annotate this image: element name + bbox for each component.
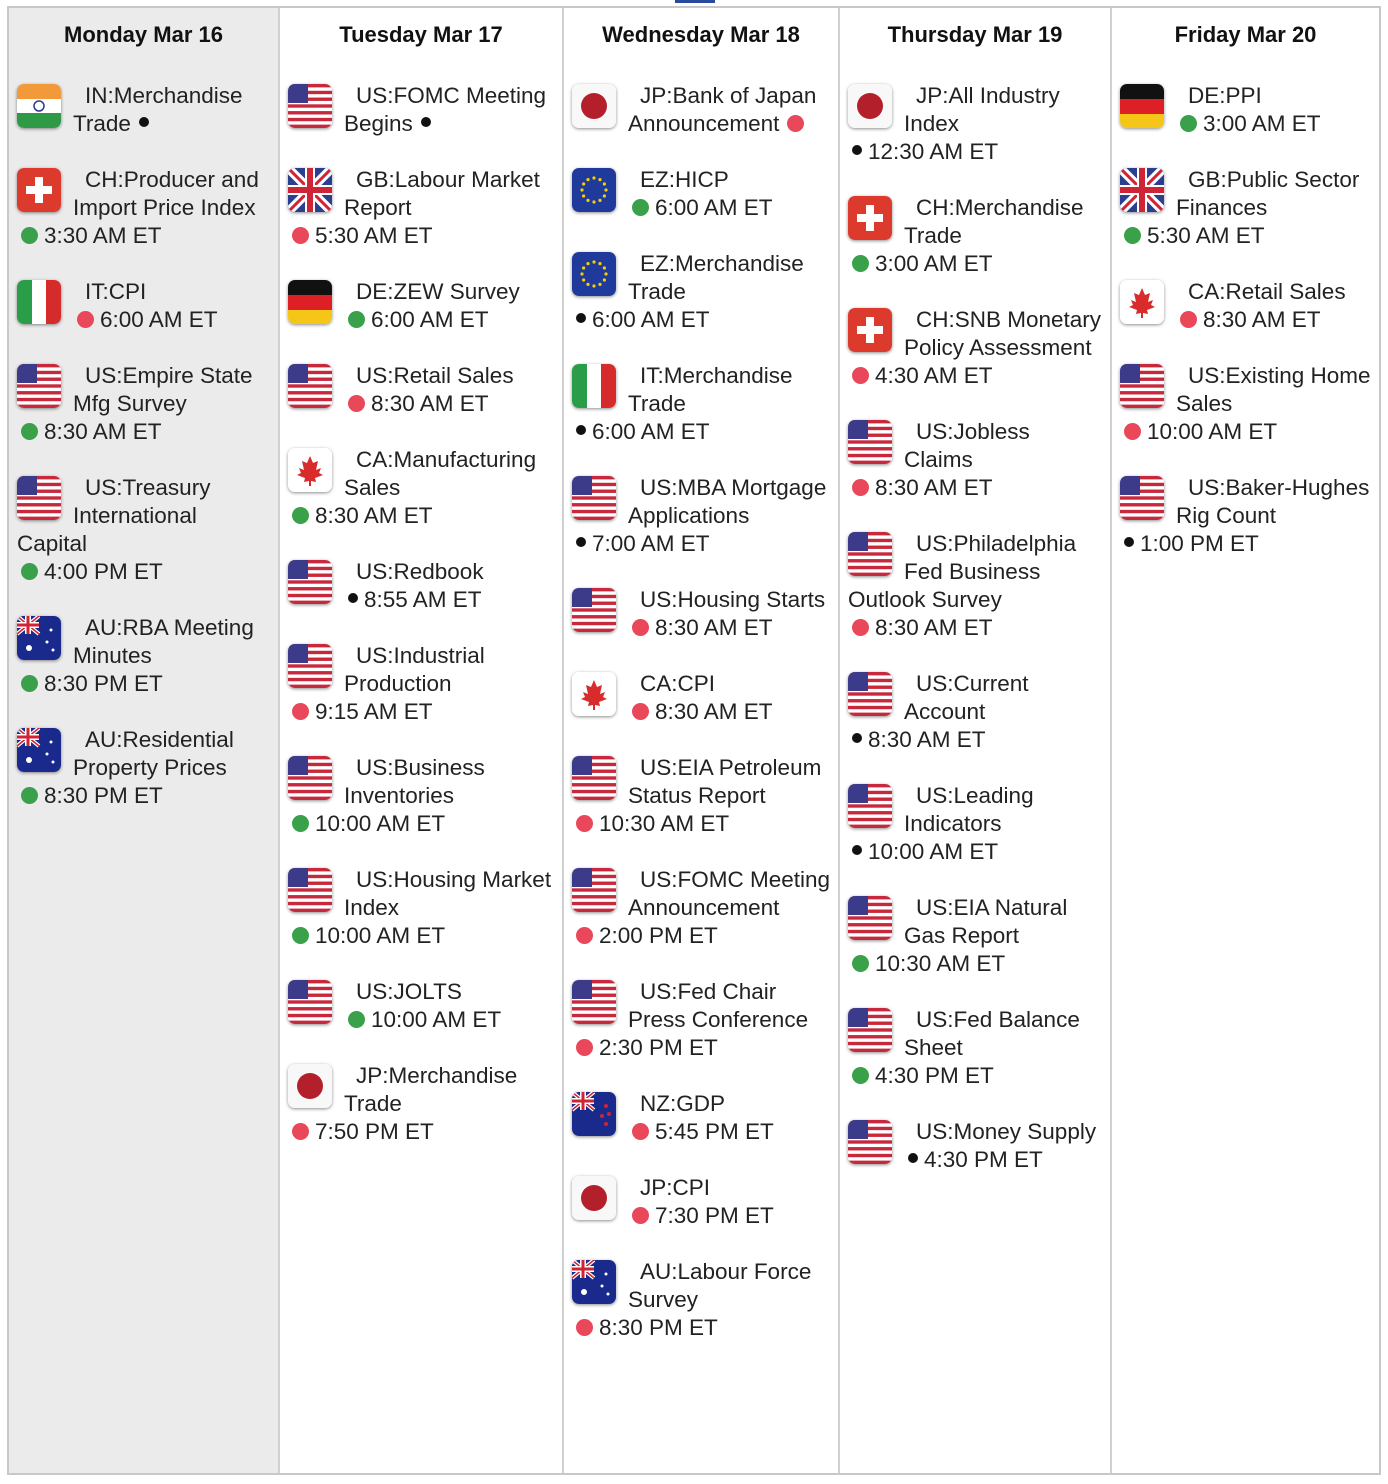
calendar-event[interactable]: [564, 474, 838, 558]
event-time: 9:15 AM ET: [315, 699, 433, 724]
day-column-friday: [1112, 8, 1379, 1473]
event-title[interactable]: US:Philadelphia Fed Business Outlook Survey: [848, 531, 1077, 612]
day-header: Tuesday Mar 17: [339, 22, 503, 47]
event-title[interactable]: IN:Merchandise Trade: [73, 83, 243, 136]
event-time: 12:30 AM ET: [868, 139, 999, 164]
importance-med-dot: [21, 787, 38, 804]
importance-high-dot: [77, 311, 94, 328]
event-title[interactable]: IT:Merchandise Trade: [628, 363, 793, 416]
event-title[interactable]: US:FOMC Meeting Begins: [344, 83, 547, 136]
event-title[interactable]: AU:Labour Force Survey: [628, 1259, 812, 1312]
importance-med-dot: [21, 423, 38, 440]
calendar-event[interactable]: [9, 362, 278, 446]
calendar-event[interactable]: [280, 166, 562, 250]
importance-med-dot: [852, 1067, 869, 1084]
calendar-event[interactable]: [564, 1174, 838, 1230]
importance-high-dot: [632, 1207, 649, 1224]
event-title[interactable]: US:Housing Market Index: [344, 867, 552, 920]
day-header: Friday Mar 20: [1174, 22, 1317, 47]
event-list: [564, 82, 838, 1342]
event-time: 3:00 AM ET: [875, 251, 993, 276]
importance-med-dot: [21, 675, 38, 692]
au-flag-icon: [17, 728, 61, 772]
calendar-event[interactable]: [280, 754, 562, 838]
calendar-event[interactable]: [9, 614, 278, 698]
us-flag-icon: [848, 784, 892, 828]
importance-high-dot: [787, 115, 804, 132]
us-flag-icon: [848, 1008, 892, 1052]
au-flag-icon: [572, 1260, 616, 1304]
de-flag-icon: [1120, 84, 1164, 128]
us-flag-icon: [848, 896, 892, 940]
calendar-event[interactable]: [1112, 362, 1379, 446]
us-flag-icon: [288, 84, 332, 128]
event-title[interactable]: CH:Producer and Import Price Index: [73, 167, 259, 220]
importance-med-dot: [1124, 227, 1141, 244]
event-title[interactable]: US:Current Account: [904, 671, 1029, 724]
importance-high-dot: [632, 703, 649, 720]
event-title[interactable]: GB:Public Sector Finances: [1176, 167, 1360, 220]
weekly-economic-calendar: [7, 6, 1381, 1475]
event-title[interactable]: EZ:Merchandise Trade: [628, 251, 804, 304]
event-title[interactable]: US:EIA Natural Gas Report: [904, 895, 1068, 948]
importance-high-dot: [292, 703, 309, 720]
us-flag-icon: [288, 644, 332, 688]
event-time: 10:30 AM ET: [875, 951, 1006, 976]
event-time: 4:00 PM ET: [44, 559, 163, 584]
event-list: [1112, 82, 1379, 558]
event-time: 1:00 PM ET: [1140, 531, 1259, 556]
calendar-event[interactable]: [840, 1006, 1110, 1090]
event-title[interactable]: US:EIA Petroleum Status Report: [628, 755, 822, 808]
calendar-event[interactable]: [564, 362, 838, 446]
ca-flag-icon: [572, 672, 616, 716]
ch-flag-icon: [848, 308, 892, 352]
importance-low-dot: [852, 845, 862, 855]
event-list: [840, 82, 1110, 1174]
event-time: 4:30 PM ET: [875, 1063, 994, 1088]
event-title[interactable]: US:MBA Mortgage Applications: [628, 475, 827, 528]
event-title[interactable]: US:Existing Home Sales: [1176, 363, 1371, 416]
calendar-event[interactable]: [9, 166, 278, 250]
calendar-event[interactable]: [840, 530, 1110, 642]
event-title[interactable]: DE:ZEW Survey: [356, 279, 520, 304]
calendar-event[interactable]: [280, 82, 562, 138]
event-title[interactable]: AU:RBA Meeting Minutes: [73, 615, 254, 668]
importance-low-dot: [852, 145, 862, 155]
event-title[interactable]: JP:CPI: [640, 1175, 711, 1200]
us-flag-icon: [848, 532, 892, 576]
calendar-event[interactable]: [840, 1118, 1110, 1174]
ch-flag-icon: [848, 196, 892, 240]
calendar-event[interactable]: [280, 866, 562, 950]
importance-low-dot: [348, 593, 358, 603]
event-title[interactable]: IT:CPI: [85, 279, 147, 304]
event-time: 8:30 AM ET: [655, 615, 773, 640]
event-time: 10:00 AM ET: [1147, 419, 1278, 444]
importance-low-dot: [852, 733, 862, 743]
gb-flag-icon: [288, 168, 332, 212]
event-time: 8:30 PM ET: [44, 783, 163, 808]
us-flag-icon: [288, 868, 332, 912]
event-time: 6:00 AM ET: [655, 195, 773, 220]
importance-low-dot: [421, 117, 431, 127]
importance-med-dot: [348, 1011, 365, 1028]
event-time: 8:30 AM ET: [655, 699, 773, 724]
event-title[interactable]: US:Housing Starts: [640, 587, 826, 612]
importance-high-dot: [292, 1123, 309, 1140]
event-time: 10:00 AM ET: [371, 1007, 502, 1032]
importance-high-dot: [632, 1123, 649, 1140]
calendar-event[interactable]: [840, 670, 1110, 754]
event-title[interactable]: CA:CPI: [640, 671, 716, 696]
event-title[interactable]: JP:All Industry Index: [904, 83, 1060, 136]
calendar-event[interactable]: [564, 670, 838, 726]
importance-med-dot: [21, 227, 38, 244]
importance-high-dot: [852, 619, 869, 636]
calendar-event[interactable]: [840, 894, 1110, 978]
calendar-event[interactable]: [564, 166, 838, 222]
event-time: 4:30 PM ET: [924, 1147, 1043, 1172]
calendar-event[interactable]: [280, 642, 562, 726]
importance-med-dot: [292, 507, 309, 524]
importance-med-dot: [852, 255, 869, 272]
calendar-event[interactable]: [564, 866, 838, 950]
event-time: 3:30 AM ET: [44, 223, 162, 248]
calendar-event[interactable]: [564, 586, 838, 642]
day-column-thursday: [840, 8, 1112, 1473]
calendar-event[interactable]: [1112, 474, 1379, 558]
us-flag-icon: [288, 364, 332, 408]
jp-flag-icon: [572, 84, 616, 128]
importance-high-dot: [576, 927, 593, 944]
event-time: 4:30 AM ET: [875, 363, 993, 388]
jp-flag-icon: [288, 1064, 332, 1108]
event-time: 6:00 AM ET: [371, 307, 489, 332]
calendar-event[interactable]: [280, 362, 562, 418]
us-flag-icon: [572, 756, 616, 800]
calendar-event[interactable]: [9, 278, 278, 334]
event-title[interactable]: CH:SNB Monetary Policy Assessment: [904, 307, 1102, 360]
top-tab-indicator: [675, 0, 715, 3]
event-title[interactable]: US:JOLTS: [356, 979, 462, 1004]
us-flag-icon: [1120, 364, 1164, 408]
us-flag-icon: [848, 672, 892, 716]
importance-med-dot: [21, 563, 38, 580]
au-flag-icon: [17, 616, 61, 660]
event-time: 8:30 AM ET: [44, 419, 162, 444]
calendar-event[interactable]: [9, 726, 278, 810]
event-time: 2:30 PM ET: [599, 1035, 718, 1060]
it-flag-icon: [17, 280, 61, 324]
importance-high-dot: [348, 395, 365, 412]
calendar-event[interactable]: [280, 1062, 562, 1146]
importance-low-dot: [576, 537, 586, 547]
ch-flag-icon: [17, 168, 61, 212]
de-flag-icon: [288, 280, 332, 324]
calendar-event[interactable]: [840, 782, 1110, 866]
event-time: 2:00 PM ET: [599, 923, 718, 948]
event-time: 8:30 AM ET: [371, 391, 489, 416]
importance-high-dot: [1124, 423, 1141, 440]
calendar-event[interactable]: [9, 474, 278, 586]
importance-high-dot: [292, 227, 309, 244]
event-time: 7:30 PM ET: [655, 1203, 774, 1228]
event-time: 8:30 AM ET: [315, 503, 433, 528]
importance-med-dot: [292, 927, 309, 944]
event-title[interactable]: JP:Bank of Japan Announcement: [628, 83, 817, 136]
importance-high-dot: [852, 367, 869, 384]
importance-med-dot: [292, 815, 309, 832]
event-time: 6:00 AM ET: [592, 419, 710, 444]
event-title[interactable]: US:Money Supply: [916, 1119, 1097, 1144]
event-time: 5:45 PM ET: [655, 1119, 774, 1144]
event-title[interactable]: AU:Residential Property Prices: [73, 727, 234, 780]
event-title[interactable]: US:FOMC Meeting Announcement: [628, 867, 831, 920]
event-title[interactable]: DE:PPI: [1188, 83, 1262, 108]
event-title[interactable]: NZ:GDP: [640, 1091, 726, 1116]
calendar-event[interactable]: [1112, 82, 1379, 138]
importance-low-dot: [139, 117, 149, 127]
importance-high-dot: [852, 479, 869, 496]
day-header: Wednesday Mar 18: [602, 22, 800, 47]
jp-flag-icon: [848, 84, 892, 128]
calendar-event[interactable]: [840, 82, 1110, 166]
importance-low-dot: [1124, 537, 1134, 547]
event-time: 10:00 AM ET: [315, 923, 446, 948]
day-column-tuesday: [280, 8, 564, 1473]
event-title[interactable]: US:Industrial Production: [344, 643, 485, 696]
calendar-event[interactable]: [840, 306, 1110, 390]
calendar-event[interactable]: [564, 82, 838, 138]
calendar-event[interactable]: [840, 194, 1110, 278]
event-time: 3:00 AM ET: [1203, 111, 1321, 136]
importance-med-dot: [632, 199, 649, 216]
importance-low-dot: [908, 1153, 918, 1163]
us-flag-icon: [572, 980, 616, 1024]
gb-flag-icon: [1120, 168, 1164, 212]
calendar-event[interactable]: [840, 418, 1110, 502]
day-column-wednesday: [564, 8, 840, 1473]
us-flag-icon: [1120, 476, 1164, 520]
us-flag-icon: [288, 756, 332, 800]
calendar-event[interactable]: [280, 446, 562, 530]
in-flag-icon: [17, 84, 61, 128]
event-time: 8:30 PM ET: [599, 1315, 718, 1340]
event-title[interactable]: CA:Manufacturing Sales: [344, 447, 537, 500]
us-flag-icon: [17, 476, 61, 520]
importance-low-dot: [576, 313, 586, 323]
event-time: 10:00 AM ET: [868, 839, 999, 864]
event-time: 7:00 AM ET: [592, 531, 710, 556]
eu-flag-icon: [572, 168, 616, 212]
us-flag-icon: [288, 980, 332, 1024]
event-title[interactable]: EZ:HICP: [640, 167, 729, 192]
calendar-event[interactable]: [564, 1258, 838, 1342]
event-title[interactable]: US:Fed Balance Sheet: [904, 1007, 1080, 1060]
calendar-event[interactable]: [280, 978, 562, 1034]
importance-high-dot: [632, 619, 649, 636]
calendar-event[interactable]: [564, 754, 838, 838]
us-flag-icon: [572, 868, 616, 912]
calendar-event[interactable]: [564, 978, 838, 1062]
day-header: Thursday Mar 19: [887, 22, 1063, 47]
importance-high-dot: [1180, 311, 1197, 328]
importance-high-dot: [576, 815, 593, 832]
event-title[interactable]: US:Empire State Mfg Survey: [73, 363, 253, 416]
event-title[interactable]: JP:Merchandise Trade: [344, 1063, 518, 1116]
event-title[interactable]: CH:Merchandise Trade: [904, 195, 1084, 248]
event-title[interactable]: US:Retail Sales: [356, 363, 514, 388]
calendar-event[interactable]: [280, 278, 562, 334]
event-time: 5:30 AM ET: [1147, 223, 1265, 248]
event-list: [280, 82, 562, 1146]
event-time: 6:00 AM ET: [100, 307, 218, 332]
event-time: 8:30 AM ET: [868, 727, 986, 752]
event-title[interactable]: US:Redbook: [356, 559, 484, 584]
importance-high-dot: [576, 1319, 593, 1336]
us-flag-icon: [848, 1120, 892, 1164]
jp-flag-icon: [572, 1176, 616, 1220]
calendar-event[interactable]: [1112, 166, 1379, 250]
us-flag-icon: [17, 364, 61, 408]
eu-flag-icon: [572, 252, 616, 296]
event-list: [9, 82, 278, 810]
us-flag-icon: [288, 560, 332, 604]
event-time: 8:30 AM ET: [1203, 307, 1321, 332]
day-column-monday: [9, 8, 280, 1473]
calendar-event[interactable]: [564, 250, 838, 334]
event-title[interactable]: US:Treasury International Capital: [17, 475, 211, 556]
calendar-event[interactable]: [564, 1090, 838, 1146]
importance-med-dot: [348, 311, 365, 328]
event-time: 10:00 AM ET: [315, 811, 446, 836]
calendar-event[interactable]: [280, 558, 562, 614]
event-title[interactable]: US:Business Inventories: [344, 755, 485, 808]
us-flag-icon: [572, 476, 616, 520]
event-time: 8:30 AM ET: [875, 615, 993, 640]
calendar-event[interactable]: [1112, 278, 1379, 334]
importance-med-dot: [1180, 115, 1197, 132]
importance-high-dot: [576, 1039, 593, 1056]
event-time: 8:55 AM ET: [364, 587, 482, 612]
us-flag-icon: [848, 420, 892, 464]
event-title[interactable]: US:Fed Chair Press Conference: [628, 979, 809, 1032]
event-title[interactable]: US:Baker-Hughes Rig Count: [1176, 475, 1370, 528]
event-time: 5:30 AM ET: [315, 223, 433, 248]
event-title[interactable]: CA:Retail Sales: [1188, 279, 1346, 304]
nz-flag-icon: [572, 1092, 616, 1136]
event-title[interactable]: GB:Labour Market Report: [344, 167, 540, 220]
importance-low-dot: [576, 425, 586, 435]
event-title[interactable]: US:Jobless Claims: [904, 419, 1030, 472]
event-time: 6:00 AM ET: [592, 307, 710, 332]
day-header: Monday Mar 16: [64, 22, 223, 47]
event-title[interactable]: US:Leading Indicators: [904, 783, 1034, 836]
event-time: 8:30 PM ET: [44, 671, 163, 696]
event-time: 10:30 AM ET: [599, 811, 730, 836]
ca-flag-icon: [288, 448, 332, 492]
it-flag-icon: [572, 364, 616, 408]
event-time: 8:30 AM ET: [875, 475, 993, 500]
ca-flag-icon: [1120, 280, 1164, 324]
importance-med-dot: [852, 955, 869, 972]
us-flag-icon: [572, 588, 616, 632]
calendar-event[interactable]: [9, 82, 278, 138]
event-time: 7:50 PM ET: [315, 1119, 434, 1144]
